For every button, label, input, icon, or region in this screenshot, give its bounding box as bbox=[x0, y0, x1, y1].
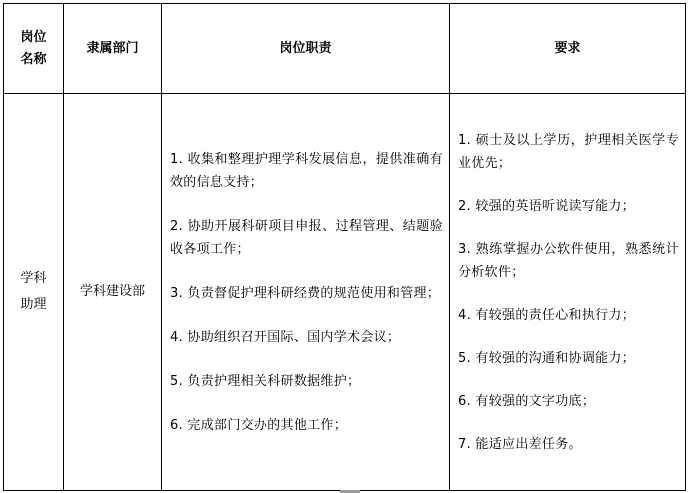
duty-item-5: 5. 负责护理相关科研数据维护； bbox=[170, 373, 361, 389]
cell-department: 学科建设部 bbox=[64, 94, 162, 491]
position-line1: 学科 bbox=[20, 271, 47, 286]
duty-item-1: 1. 收集和整理护理学科发展信息，提供准确有效的信息支持； bbox=[170, 151, 443, 190]
header-position-line2: 名称 bbox=[20, 51, 47, 67]
table-row bbox=[4, 94, 686, 491]
requirement-item-1: 1. 硕士及以上学历，护理相关医学专业优先； bbox=[458, 132, 679, 171]
duty-item-6: 6. 完成部门交办的其他工作； bbox=[170, 417, 348, 433]
header-requirements: 要求 bbox=[450, 4, 686, 94]
cell-requirements bbox=[450, 94, 686, 491]
requirements-list bbox=[450, 129, 685, 456]
header-position-line1: 岗位 bbox=[20, 29, 47, 45]
header-row bbox=[4, 4, 686, 94]
header-department: 隶属部门 bbox=[64, 4, 162, 94]
duty-item-2: 2. 协助开展科研项目申报、过程管理、结题验收各项工作； bbox=[170, 218, 443, 257]
duty-item-4: 4. 协助组织召开国际、国内学术会议； bbox=[170, 329, 401, 345]
requirement-item-4: 4. 有较强的责任心和执行力； bbox=[458, 307, 636, 323]
requirement-item-5: 5. 有较强的沟通和协调能力； bbox=[458, 350, 636, 366]
header-duties: 岗位职责 bbox=[162, 4, 450, 94]
job-description-table bbox=[3, 3, 686, 491]
header-position-name bbox=[4, 4, 64, 94]
requirement-item-2: 2. 较强的英语听说读写能力； bbox=[458, 198, 636, 214]
requirement-item-6: 6. 有较强的文字功底； bbox=[458, 393, 596, 409]
requirement-item-7: 7. 能适应出差任务。 bbox=[458, 436, 582, 452]
duties-list bbox=[162, 148, 449, 437]
position-line2: 助理 bbox=[20, 297, 47, 312]
duty-item-3: 3. 负责督促护理科研经费的规范使用和管理； bbox=[170, 285, 441, 301]
cell-duties bbox=[162, 94, 450, 491]
cell-position-name bbox=[4, 94, 64, 491]
requirement-item-3: 3. 熟练掌握办公软件使用，熟悉统计分析软件； bbox=[458, 241, 679, 280]
